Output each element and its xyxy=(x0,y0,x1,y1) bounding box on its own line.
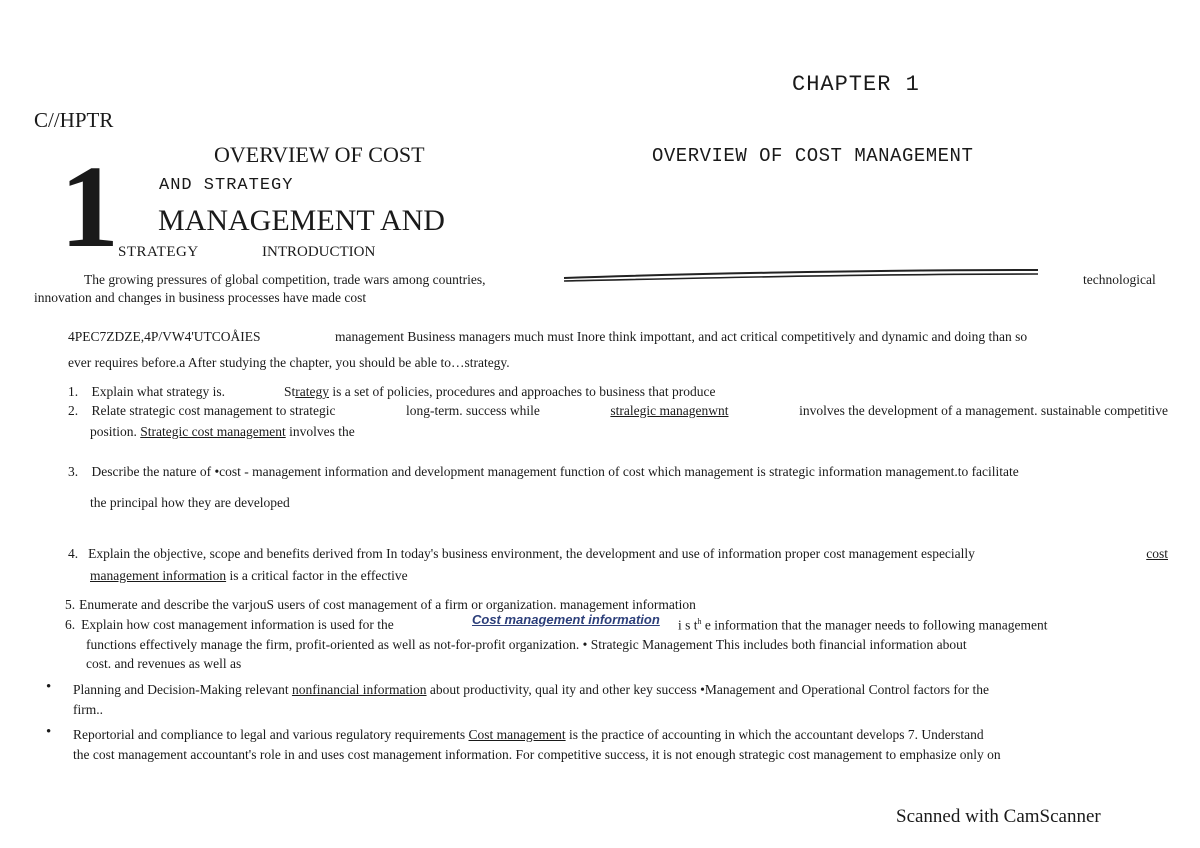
intro-line-1: The growing pressures of global competition, trade wars among countries, xyxy=(84,272,486,287)
list-item-1-column-b: Strategy is a set of policies, procedures and approaches to business that produce xyxy=(284,384,716,399)
bullet-2-dot: • xyxy=(46,724,52,740)
bullet-1-line-1: Planning and Decision-Making relevant nonfinancial information about productivity, qual ity and other key success •Management and Operational Control factors for the xyxy=(73,682,989,697)
list-item-6: 6. Explain how cost management information is used for the xyxy=(65,617,394,632)
scribble-strikethrough xyxy=(562,266,1042,284)
bullet-2-line-1: Reportorial and compliance to legal and various regulatory requirements Cost management is the practice of accounting in which the accountant develops 7. Understand xyxy=(73,727,984,742)
bullet-1-line-2: firm.. xyxy=(73,702,103,717)
garbled-objectives-heading: 4PEC7ZDZE,4P/VW4'UTCOÅIES xyxy=(68,329,261,344)
list-item-3: 3. Describe the nature of •cost - management information and development management function of cost which management is strategic information management.to facilitate xyxy=(68,464,1019,479)
list-item-2-column-b: long-term. success while stralegic managenwnt involves the development of a management. sustainable competitive xyxy=(406,403,1168,418)
intro-line-1-end: technological xyxy=(1083,272,1156,287)
camscanner-watermark: Scanned with CamScanner xyxy=(896,806,1101,827)
intro-line-2: innovation and changes in business processes have made cost xyxy=(34,290,367,305)
list-item-6-line-2: functions effectively manage the firm, profit-oriented as well as not-for-profit organization. • Strategic Management This includes both financial information about xyxy=(86,637,967,652)
list-item-4: 4. Explain the objective, scope and benefits derived from In today's business environment, the development and use of information proper cost management especially cost xyxy=(68,546,1168,561)
list-item-2-line-2: position. Strategic cost management involves the xyxy=(90,424,355,439)
list-item-5: 5. Enumerate and describe the varjouS users of cost management of a firm or organization. management information xyxy=(65,597,696,612)
list-item-3-line-2: the principal how they are developed xyxy=(90,495,290,510)
item-number: 1. xyxy=(68,384,79,399)
chapter-label: C//HPTR xyxy=(34,108,114,132)
chapter-number-1: 1 xyxy=(60,141,119,272)
title-line-4: STRATEGY xyxy=(118,244,199,260)
handwritten-insert: Cost management information xyxy=(472,612,660,627)
list-item-2: 2. Relate strategic cost management to strategic xyxy=(68,403,336,418)
list-item-6-line-1-end: i s $t^h$ e information that the manager needs to following management xyxy=(678,617,1048,633)
running-title: OVERVIEW OF COST MANAGEMENT xyxy=(652,145,974,167)
introduction-heading: INTRODUCTION xyxy=(262,244,376,260)
list-item-4-line-2: management information is a critical factor in the effective xyxy=(90,568,408,583)
chapter-heading: CHAPTER 1 xyxy=(792,72,920,97)
list-item-1 xyxy=(68,384,225,400)
title-line-3: MANAGEMENT AND xyxy=(158,204,445,237)
title-line-1: OVERVIEW OF COST xyxy=(214,142,425,167)
bullet-2-line-2: the cost management accountant's role in and uses cost management information. For competitive success, it is not enough strategic cost management to emphasize only on xyxy=(73,747,1001,762)
item-text: Explain what strategy is. xyxy=(91,384,225,399)
garbled-body-line: management Business managers much must Inore think impottant, and act critical competitively and dynamic and doing than so xyxy=(335,329,1028,344)
objectives-intro: ever requires before.a After studying the chapter, you should be able to…strategy. xyxy=(68,355,510,370)
list-item-6-line-3: cost. and revenues as well as xyxy=(86,656,242,671)
bullet-1-dot: • xyxy=(46,679,52,695)
title-line-2: AND STRATEGY xyxy=(159,176,294,195)
